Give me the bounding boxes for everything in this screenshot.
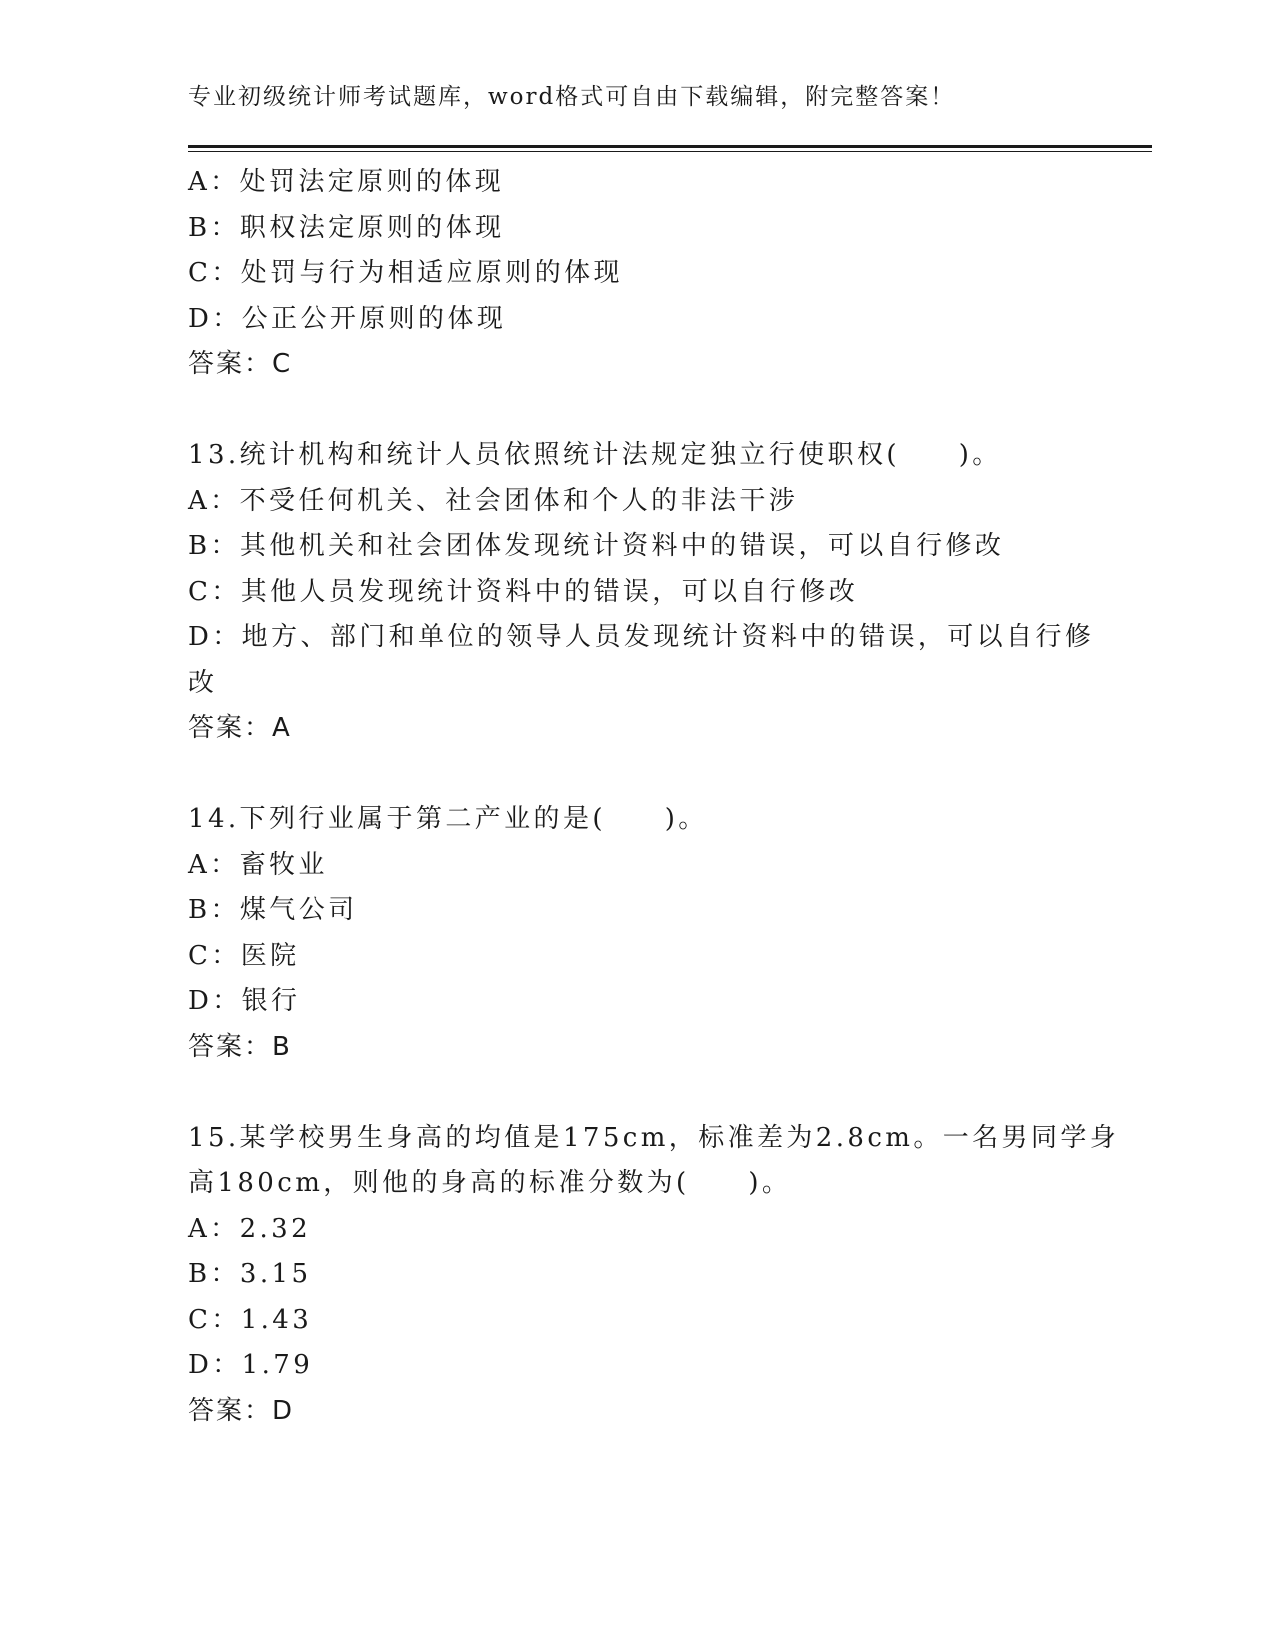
option-b: B：煤气公司 (188, 895, 358, 925)
option-c: C：其他人员发现统计资料中的错误，可以自行修改 (188, 576, 859, 607)
question-stem: 13.统计机构和统计人员依照统计法规定独立行使职权( )。 (188, 440, 1002, 470)
spacer (188, 752, 1088, 798)
option-c: C：医院 (188, 940, 300, 971)
option-c: C：处罚与行为相适应原则的体现 (188, 258, 623, 288)
answer-line: 答案：B (188, 1031, 292, 1062)
question-list (188, 160, 1120, 1434)
question-stem: 15.某学校男生身高的均值是175cm，标准差为2.8cm。一名男同学身 (188, 1122, 1120, 1153)
option-d: D：1.79 (188, 1350, 314, 1380)
option-d: D：公正公开原则的体现 (188, 303, 507, 334)
option-a: A：畜牧业 (188, 849, 328, 880)
option-d: D：地方、部门和单位的领导人员发现统计资料中的错误，可以自行修 (188, 622, 1095, 652)
option-a: A：2.32 (188, 1213, 312, 1244)
option-d: D：银行 (188, 986, 301, 1016)
option-a: A：不受任何机关、社会团体和个人的非法干涉 (188, 485, 799, 516)
option-b: B：其他机关和社会团体发现统计资料中的错误，可以自行修改 (188, 531, 1005, 561)
answer-line: 答案：A (188, 713, 292, 743)
spacer (188, 1070, 1088, 1116)
option-b: B：职权法定原则的体现 (188, 212, 505, 243)
question-stem-continued: 高180cm，则他的身高的标准分数为( )。 (188, 1168, 792, 1198)
question-block-14 (188, 797, 1088, 1070)
question-block-15 (188, 1116, 1120, 1435)
question-stem: 14.下列行业属于第二产业的是( )。 (188, 804, 708, 834)
option-d-continued: 改 (188, 667, 218, 698)
answer-line: 答案：D (188, 1395, 295, 1426)
option-b: B：3.15 (188, 1259, 312, 1289)
page-header-title: 专业初级统计师考试题库，word格式可自由下载编辑，附完整答案！ (188, 84, 956, 110)
header-rule-thick (188, 145, 1152, 148)
header-rule-thin (188, 151, 1152, 152)
question-block-12 (188, 160, 1088, 388)
answer-line: 答案：C (188, 349, 293, 379)
option-a: A：处罚法定原则的体现 (188, 167, 505, 197)
question-block-13 (188, 433, 1095, 752)
option-c: C：1.43 (188, 1304, 313, 1335)
spacer (188, 388, 1088, 434)
